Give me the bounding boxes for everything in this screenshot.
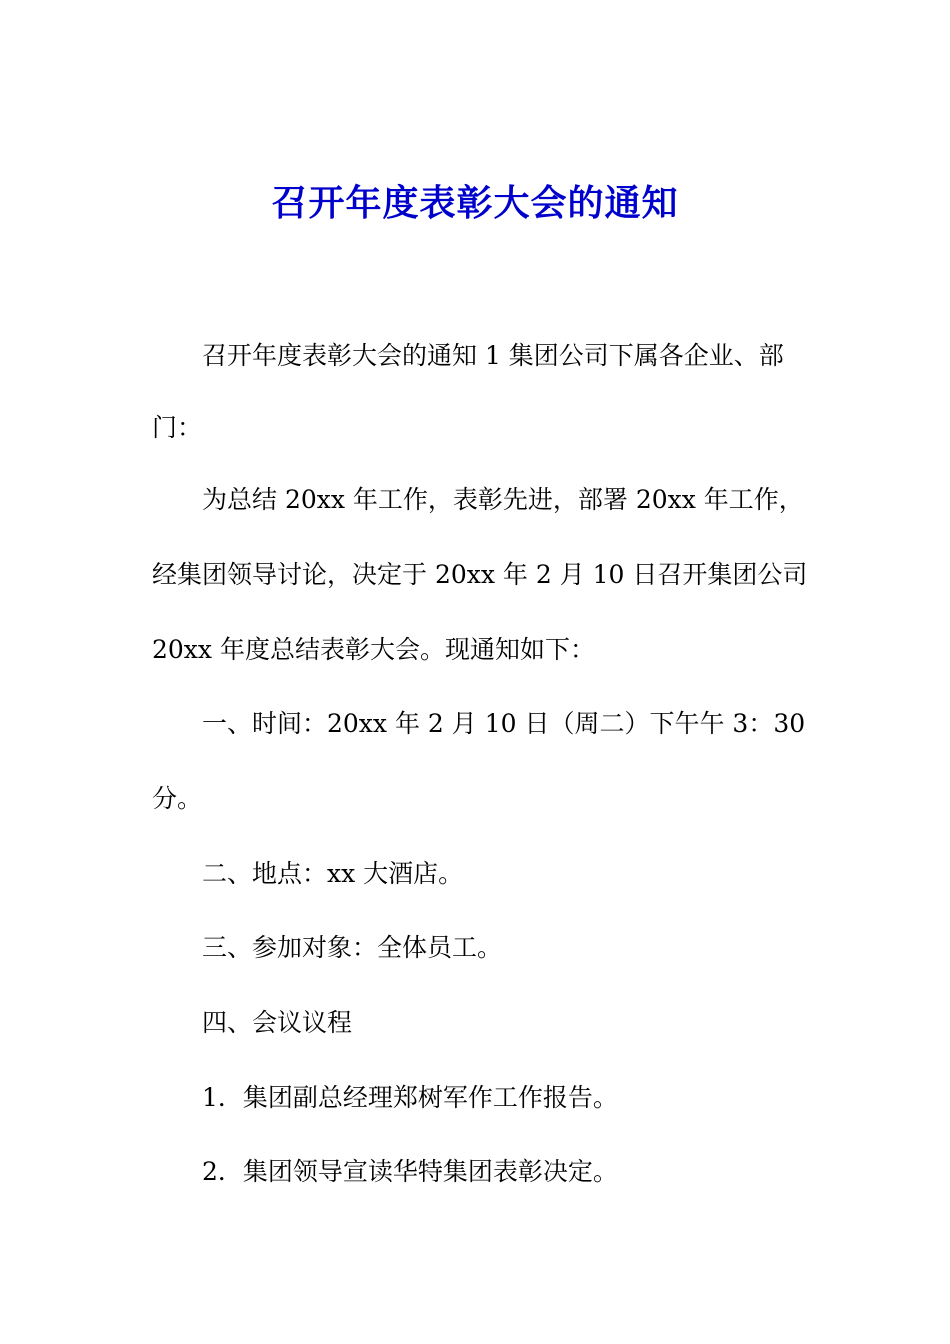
paragraph-line-6: 一、时间：20xx 年 2 月 10 日（周二）下午午 3：30 bbox=[202, 709, 806, 738]
document-title: 召开年度表彰大会的通知 bbox=[271, 182, 679, 224]
paragraph-line-5: 20xx 年度总结表彰大会。现通知如下： bbox=[152, 635, 595, 664]
paragraph-line-12: 2．集团领导宣读华特集团表彰决定。 bbox=[202, 1157, 618, 1186]
paragraph-line-7: 分。 bbox=[152, 784, 203, 813]
paragraph-line-2: 门： bbox=[152, 413, 203, 442]
paragraph-line-11: 1．集团副总经理郑树军作工作报告。 bbox=[202, 1083, 618, 1112]
paragraph-line-1: 召开年度表彰大会的通知 1 集团公司下属各企业、部 bbox=[202, 341, 784, 370]
paragraph-line-3: 为总结 20xx 年工作，表彰先进，部署 20xx 年工作， bbox=[202, 485, 804, 514]
paragraph-line-10: 四、会议议程 bbox=[202, 1008, 353, 1037]
paragraph-line-4: 经集团领导讨论，决定于 20xx 年 2 月 10 日召开集团公司 bbox=[152, 560, 808, 589]
paragraph-line-9: 三、参加对象：全体员工。 bbox=[202, 933, 503, 962]
paragraph-line-8: 二、地点：xx 大酒店。 bbox=[202, 859, 464, 888]
